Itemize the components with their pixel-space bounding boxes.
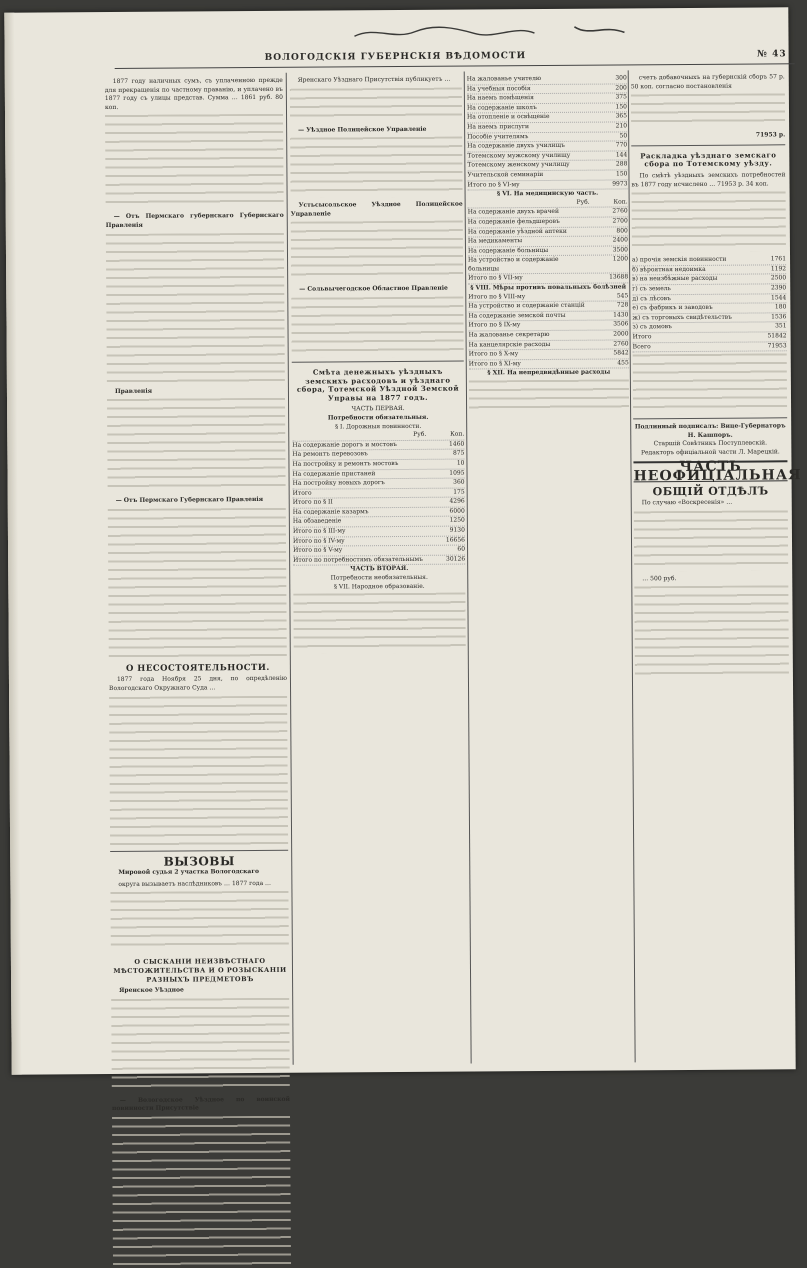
row-label: Тотемскому женскому училищу	[467, 161, 570, 169]
row-label: Итого по § VI-му	[467, 180, 520, 189]
text-block	[631, 93, 785, 128]
estimate-row	[633, 342, 787, 353]
row-label: На наемъ помѣщенія	[466, 94, 534, 102]
row-value: 144	[615, 151, 628, 159]
row-label: На учебныя пособія	[466, 84, 531, 93]
row-value: 288	[615, 160, 628, 168]
kop-label: Коп.	[613, 198, 628, 206]
paragraph: счетъ добавочныхъ на губернскій сборъ 57 р. 50 коп. согласно постановленія	[630, 73, 785, 90]
paragraph-lead: — Уѣздное Полицейское Управленіе	[298, 125, 427, 134]
text-block	[112, 1116, 291, 1267]
paragraph: округа вызываетъ наслѣдниковъ … 1877 года …	[118, 879, 272, 888]
row-value: 365	[615, 112, 628, 120]
paragraph-lead: Правленія	[114, 387, 153, 395]
section-heading: Раскладка уѣзднаго земскаго сбора по Тотемскому уѣзду.	[640, 150, 777, 169]
row-label: На содержаніе фельдшеровъ	[467, 217, 560, 226]
row-label: г) съ земель	[632, 285, 671, 293]
signature-name: Н. Кашпоръ.	[687, 431, 733, 439]
row-label: На содержаніе школъ	[466, 103, 537, 112]
part-heading: ЧАСТЬ ВТОРАЯ.	[350, 565, 409, 573]
section-heading: О СЫСКАНІИ НЕИЗВѢСТНАГО МѢСТОЖИТЕЛЬСТВА И О РОЗЫСКАНІИ РАЗНЫХЪ ПРЕДМЕТОВЪ	[113, 957, 287, 984]
paragraph-lead: Яренское Уѣздное	[119, 986, 184, 995]
row-value: 375	[615, 93, 627, 101]
row-label: Учительской семинаріи	[467, 170, 544, 179]
page-header	[115, 47, 795, 69]
row-value: 1250	[449, 517, 465, 525]
row-value: 1536	[771, 313, 787, 321]
row-value: 2700	[612, 217, 628, 225]
row-label: На устройство и содержаніе станцій	[468, 301, 585, 310]
estimate-rows	[292, 440, 465, 566]
estimate-rows	[468, 292, 629, 370]
row-label: Итого по § XI-му	[468, 359, 521, 368]
row-label: Итого по § VII-му	[468, 274, 523, 282]
row-value: 1761	[770, 255, 787, 263]
rub-label: Руб.	[576, 198, 590, 206]
row-value: 2760	[613, 340, 629, 348]
row-value: 150	[615, 170, 628, 178]
row-label: На ремонтъ перевозовъ	[292, 450, 368, 459]
text-block	[111, 997, 290, 1092]
total-value: 71953 р.	[755, 131, 786, 139]
text-block	[290, 137, 462, 198]
text-block	[290, 87, 462, 122]
row-value: 9973	[612, 179, 628, 188]
row-value: 1200	[612, 255, 629, 263]
column-1	[104, 76, 290, 1113]
unofficial-part-heading: ЧАСТЬ НЕОФИЦІАЛЬНАЯ	[633, 459, 802, 485]
divider	[631, 144, 785, 146]
row-label: Итого по § II	[292, 498, 333, 507]
subsection-heading: § VIII. Мѣры противъ повальныхъ болѣзней	[470, 283, 627, 292]
row-label: На медикаменты	[467, 237, 523, 245]
row-value: 10	[456, 459, 465, 467]
estimate-rows	[467, 74, 628, 190]
needs-heading: Потребности необязательныя.	[330, 573, 428, 582]
row-label: На обзаведеніе	[292, 517, 342, 526]
row-value: 180	[774, 303, 787, 311]
row-value: 1192	[770, 265, 787, 273]
estimate-rows	[468, 208, 629, 285]
row-label: Всего	[632, 342, 651, 350]
text-block	[105, 114, 284, 209]
paragraph-lead: — Сольвычегодское Областное Правленіе	[299, 285, 448, 294]
subsection-heading: § VII. Народное образованіе.	[333, 582, 425, 591]
row-label: д) съ лѣсовъ	[632, 294, 671, 302]
subsection-heading: § I. Дорожныя повинности.	[335, 422, 422, 430]
row-value: 30126	[446, 555, 466, 563]
row-label: На канцелярскіе расходы	[468, 340, 551, 349]
row-value: 545	[616, 292, 629, 300]
row-value: 210	[615, 122, 628, 130]
row-value: 3500	[612, 246, 628, 254]
row-label: На содержаніе дорогъ и мостовъ	[292, 440, 397, 449]
signature-line: Старшій Совѣтникъ Поступлевскій.	[653, 439, 768, 448]
row-value: 2000	[613, 330, 629, 338]
row-label: Итого по потребностямъ обязательнымъ	[293, 555, 423, 564]
page-edge-shadow	[4, 13, 21, 1075]
row-value: 455	[617, 359, 629, 367]
row-value: 1544	[771, 293, 787, 301]
row-value: 2390	[770, 284, 787, 292]
budget-rows	[632, 255, 787, 352]
general-section-heading: ОБЩІЙ ОТДѢЛЪ	[652, 484, 769, 498]
row-value: 200	[615, 83, 627, 92]
row-label: Итого по § III-му	[292, 527, 346, 535]
paragraph: Яренскаго Уѣзднаго Присутствія публикуетъ …	[297, 75, 451, 84]
row-label: На жалованье учителю	[466, 75, 542, 83]
column-4	[630, 73, 802, 1059]
handwritten-note	[334, 20, 634, 44]
row-value: 800	[616, 226, 628, 234]
part-heading: ЧАСТЬ ПЕРВАЯ.	[351, 405, 405, 413]
row-label: з) съ домовъ	[632, 323, 672, 331]
row-value: 51842	[767, 332, 787, 340]
divider	[292, 361, 464, 363]
paragraph-lead: Устьсысольское Уѣздное Полицейское Управленіе	[290, 200, 463, 218]
row-value: 728	[616, 301, 629, 309]
paragraph: 1877 года Ноября 25 дня, по опредѣленію Вологодскаго Окружнаго Суда …	[108, 675, 287, 692]
row-label: На содержаніе земской почты	[468, 311, 566, 320]
text-block	[469, 379, 629, 414]
row-value: 300	[615, 74, 627, 82]
section-heading: ВЫЗОВЫ	[163, 853, 235, 869]
row-label: На содержаніе казармъ	[292, 508, 369, 516]
row-value: 1095	[449, 469, 465, 477]
text-block	[291, 221, 463, 282]
row-label: Тотемскому мужскому училищу	[467, 151, 571, 160]
row-value: 50	[619, 131, 628, 140]
text-block	[110, 891, 288, 952]
column-3	[467, 74, 634, 1060]
row-label: Итого по § V-му	[293, 546, 343, 554]
row-label: На содержаніе двухъ училищъ	[467, 141, 565, 150]
signature-line: Подлинный подписалъ: Вице-Губернаторъ	[634, 422, 786, 431]
row-label: На постройку новыхъ дорогъ	[292, 479, 385, 487]
paragraph: 1877 году наличных сумъ, съ уплаченною прежде для прекращенія по частному праванію, и уплачено въ 1877 году съ улицы представ. Сумма … 1861 руб. 80 коп.	[104, 76, 283, 111]
newspaper-title: ВОЛОГОДСКІЯ ГУБЕРНСКІЯ ВѢДОМОСТИ	[264, 51, 527, 63]
divider	[633, 417, 787, 419]
row-value: 175	[453, 488, 465, 496]
row-label: На устройство и содержаніе больницы	[468, 256, 559, 273]
row-label: На содержаніе двухъ врачей	[467, 208, 560, 216]
row-label: На жалованье секретарю	[468, 330, 550, 339]
row-value: 360	[453, 478, 465, 486]
text-block	[291, 297, 463, 358]
paragraph-lead: — Отъ Пермскаго Губернскаго Правленія	[115, 496, 264, 505]
row-label: Итого по § IX-му	[468, 321, 521, 329]
row-label: Итого	[292, 489, 312, 497]
rub-label: Руб.	[413, 430, 427, 439]
row-label: Пособіе учителямъ	[467, 132, 529, 141]
text-block	[108, 508, 287, 659]
row-value: 3506	[613, 320, 629, 328]
section-heading: О НЕСОСТОЯТЕЛЬНОСТИ.	[125, 662, 270, 674]
row-label: в) на неизбѣжные расходы	[632, 275, 718, 283]
row-value: 2500	[770, 274, 787, 282]
row-label: Итого	[632, 333, 652, 341]
row-label: а) прочія земскія повинности	[632, 255, 727, 264]
row-label: На наемъ прислуги	[467, 123, 530, 131]
paragraph: По случаю «Воскресенія» …	[641, 498, 733, 507]
row-value: 150	[615, 103, 627, 111]
text-block	[634, 510, 788, 571]
row-label: Итого по § X-му	[468, 350, 519, 358]
row-label: На содержаніе уѣздной аптеки	[467, 227, 567, 236]
row-label: На отопленіе и освѣщеніе	[467, 113, 550, 121]
paragraph: По смѣтѣ уѣздныхъ земскихъ потребностей въ 1877 году исчислено … 71953 р. 34 коп.	[631, 171, 786, 188]
paragraph-lead: — Вологодское Уѣздное по воинской повинности Присутствіе	[111, 1095, 290, 1113]
paragraph-lead: Мировой судья 2 участка Вологодскаго	[118, 868, 260, 877]
needs-heading: Потребности обязательныя.	[327, 413, 429, 422]
row-label: На содержаніе больницы	[467, 246, 549, 255]
row-value: 875	[452, 449, 465, 457]
estimate-row	[468, 256, 628, 275]
newspaper-page	[4, 7, 802, 1113]
divider	[110, 849, 288, 851]
row-value: 2760	[612, 207, 628, 215]
row-value: 60	[457, 545, 466, 553]
editor-line: Редакторъ офиціальной части Л. Марецкій.	[640, 448, 780, 457]
text-block	[107, 398, 286, 493]
row-value: 4296	[449, 497, 465, 505]
row-label: ж) съ торговыхъ свидѣтельствъ	[632, 313, 732, 322]
paragraph-lead: — Отъ Пермскаго губернскаго Губернскаго Правленія	[105, 212, 284, 230]
row-value: 16656	[445, 536, 466, 544]
subsection-heading: § XII. На непредвидѣнные расходы	[487, 368, 611, 377]
row-value: 1460	[449, 440, 465, 448]
row-value: 351	[775, 322, 787, 330]
row-label: Итого по § VIII-му	[468, 292, 526, 301]
text-block	[633, 353, 787, 414]
text-block	[106, 232, 285, 383]
row-value: 1430	[613, 311, 629, 319]
row-label: Итого по § IV-му	[292, 537, 345, 545]
text-block	[632, 191, 786, 252]
column-2	[290, 76, 469, 1062]
row-value: 6000	[449, 507, 465, 515]
paragraph: … 500 руб.	[642, 574, 677, 583]
row-label: На постройку и ремонтъ мостовъ	[292, 459, 399, 468]
row-value: 9130	[449, 526, 465, 534]
row-value: 5842	[613, 349, 629, 357]
text-block	[109, 695, 288, 846]
row-value: 13688	[609, 273, 629, 282]
page-number: № 43	[757, 49, 787, 60]
row-value: 71953	[767, 341, 787, 349]
row-label: На содержаніе пристаней	[292, 469, 376, 478]
row-value: 2400	[612, 236, 628, 244]
row-value: 770	[615, 141, 628, 149]
estimate-title: Смѣта денежныхъ уѣздныхъ земскихъ расходовъ и уѣзднаго сбора, Тотемской Уѣздной Земской Управы на 1877 годъ.	[296, 366, 460, 403]
row-label: е) съ фабрикъ и заводовъ	[632, 303, 713, 312]
text-block	[293, 593, 465, 654]
subsection-heading: § VI. На медицинскую часть.	[496, 189, 599, 198]
row-label: б) вѣроятная недоимка	[632, 265, 706, 274]
text-block	[634, 586, 789, 681]
kop-label: Коп.	[450, 430, 465, 438]
